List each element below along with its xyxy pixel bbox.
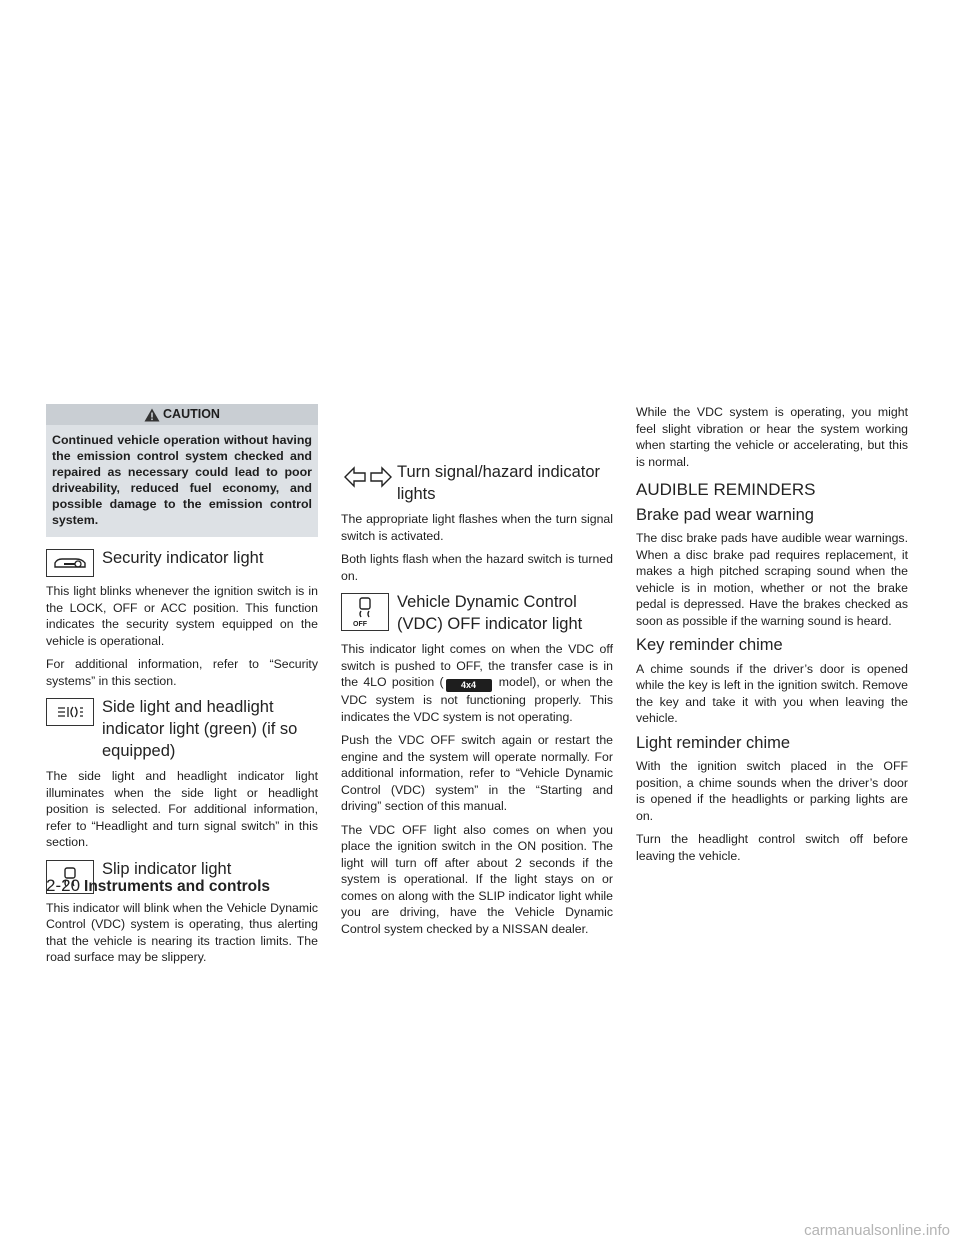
page-footer	[46, 876, 270, 896]
turn-paragraph-1: The appropriate light flashes when the turn signal switch is activated.	[341, 512, 613, 543]
light-reminder-heading: Light reminder chime	[636, 733, 791, 752]
brake-pad-paragraph: The disc brake pads have audible wear warnings. When a disc brake pad requires replacement, it makes a high pitched scraping sound when the vehicle is in motion, whether or not the brake pedal is depressed. Have the brakes checked as soon as possible if the warning sound is heard.	[636, 531, 908, 628]
slip-continuation-space	[341, 404, 613, 457]
audible-reminders-heading: AUDIBLE REMINDERS	[636, 480, 816, 499]
page-number: 2-20	[46, 876, 81, 895]
warning-triangle-icon	[144, 408, 160, 422]
vdc-paragraph-3: The VDC OFF light also comes on when you place the ignition switch in the ON position. The light will turn off after about 2 seconds if the system is operational. If the light stays on or comes on along with the SLIP indicator light while you are driving, have the Vehicle Dynamic Control system checked by a NISSAN dealer.	[341, 822, 613, 936]
key-reminder-paragraph: A chime sounds if the driver’s door is opened while the key is left in the ignition switch. Remove the key and take it with you when leaving the vehicle.	[636, 661, 908, 725]
section-title: Instruments and controls	[84, 878, 271, 895]
caution-box	[46, 404, 318, 537]
vdc-paragraph-4: While the VDC system is operating, you might feel slight vibration or hear the system working when starting the vehicle or accelerating, but this is normal.	[636, 405, 908, 469]
watermark: carmanualsonline.info	[804, 1222, 950, 1239]
vdc-paragraph-1	[341, 641, 613, 725]
vdc-paragraph-1-start: This indicator light comes on when the VDC off switch is pushed to OFF, the transfer case is in the 4LO position (	[341, 642, 613, 689]
light-reminder-paragraph-1: With the ignition switch placed in the OFF position, a chime sounds when the driver’s door is opened if the headlights or parking lights are on.	[636, 759, 908, 823]
column-middle	[341, 404, 613, 944]
turn-paragraph-2: Both lights flash when the hazard switch is turned on.	[341, 552, 613, 583]
turn-heading-block	[341, 461, 613, 505]
vdc-paragraph-2: Push the VDC OFF switch again or restart the engine and the system will operate normally. For additional information, refer to “Vehicle Dynamic Control (VDC) system” in the “Starting and driving” section of this manual.	[341, 733, 613, 813]
security-car-icon	[46, 549, 94, 577]
light-reminder-paragraph-2: Turn the headlight control switch off before leaving the vehicle.	[636, 832, 908, 863]
security-heading-block	[46, 547, 318, 577]
4x4-badge-icon: 4x4	[446, 679, 492, 692]
caution-title: CAUTION	[163, 407, 220, 422]
security-paragraph-2: For additional information, refer to “Security systems” in this section.	[46, 657, 318, 688]
turn-heading: Turn signal/hazard indicator lights	[397, 463, 600, 503]
brake-pad-heading: Brake pad wear warning	[636, 505, 814, 524]
security-heading: Security indicator light	[102, 549, 264, 567]
key-reminder-heading: Key reminder chime	[636, 636, 783, 654]
vdc-icon-label: OFF	[353, 621, 367, 628]
caution-header	[46, 404, 318, 425]
vdc-heading: Vehicle Dynamic Control (VDC) OFF indicator light	[397, 593, 583, 633]
vdc-paragraph-1-end: model), or when the VDC system is not functioning properly. This indicates the VDC system is not operating.	[341, 675, 613, 724]
turn-signal-arrows-icon	[341, 463, 395, 491]
vdc-heading-block	[341, 591, 613, 635]
security-paragraph-1: This light blinks whenever the ignition switch is in the LOCK, OFF or ACC position. This function indicates the security system equipped on the vehicle is operational.	[46, 584, 318, 648]
side-light-paragraph: The side light and headlight indicator light illuminates when the side light or headlight position is selected. For additional information, refer to “Headlight and turn signal switch” in this section.	[46, 769, 318, 849]
slip-paragraph: This indicator will blink when the Vehicle Dynamic Control (VDC) system is operating, thus alerting that the vehicle is nearing its traction limits. The road surface may be slippery.	[46, 900, 318, 964]
slip-heading: Slip indicator light	[102, 859, 232, 878]
column-right	[636, 404, 908, 871]
side-light-heading: Side light and headlight indicator light (green) (if so equipped)	[102, 698, 298, 760]
side-light-icon	[46, 698, 94, 726]
vdc-off-icon	[341, 593, 389, 631]
caution-text: Continued vehicle operation without having the emission control system checked and repaired as necessary could lead to poor driveability, reduced fuel economy, and possible damage to the emission control system.	[52, 433, 312, 527]
side-light-heading-block	[46, 696, 318, 762]
